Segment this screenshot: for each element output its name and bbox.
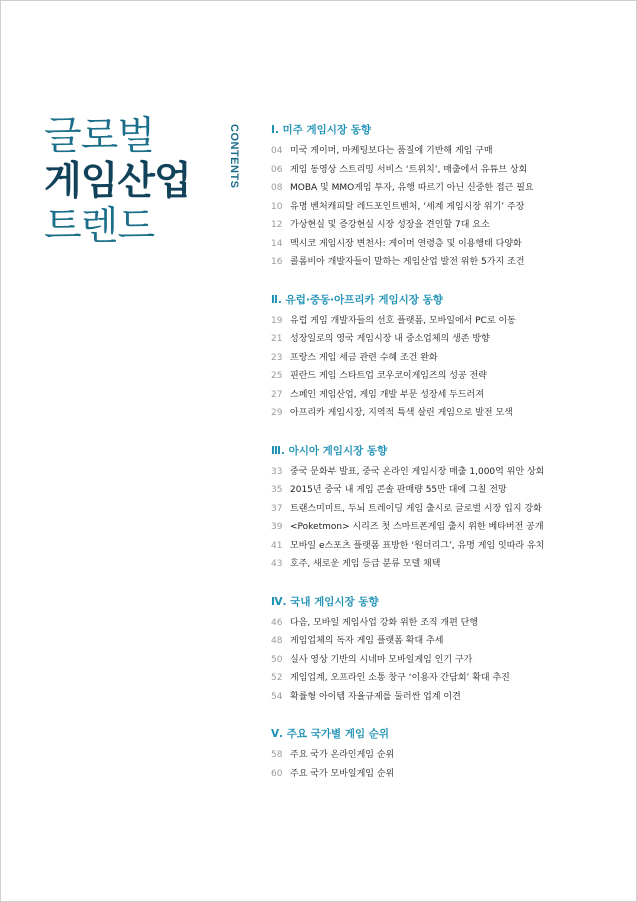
page-number: 29 — [271, 408, 283, 418]
page-number: 14 — [271, 238, 283, 249]
toc-item-title: <Poketmon> 시리즈 첫 스마트폰게임 출시 위한 베타버전 공개 — [290, 522, 544, 532]
toc-item[interactable] — [271, 349, 621, 368]
toc-item[interactable] — [271, 632, 621, 651]
toc-item-title: 콜롬비아 개발자들이 말하는 게임산업 발전 위한 5가지 조건 — [290, 257, 525, 267]
toc-item-title: 스페인 게임산업, 게임 개발 부문 성장세 두드러져 — [290, 389, 484, 400]
page-number: 37 — [271, 503, 283, 514]
page-number: 43 — [271, 559, 283, 569]
toc-item[interactable] — [271, 614, 621, 633]
page-number: 35 — [271, 485, 283, 495]
toc-item-title: 성장일로의 영국 게임시장 내 중소업체의 생존 방향 — [290, 334, 490, 344]
toc-item[interactable] — [271, 518, 621, 537]
toc-section — [271, 443, 621, 574]
toc-item-title: 실사 영상 기반의 시네마 모바일게임 인기 구가 — [290, 654, 473, 665]
toc-item-title: 아프리카 게임시장, 지역적 특색 살린 게임으로 발전 모색 — [290, 408, 513, 418]
title-line-1: 글로벌 — [44, 114, 155, 159]
toc-item-title: 미국 게이머, 마케팅보다는 품질에 기반해 게임 구매 — [290, 146, 493, 156]
page-number: 52 — [271, 673, 283, 683]
toc-item[interactable] — [271, 746, 621, 765]
page-number: 12 — [271, 220, 283, 230]
toc-item[interactable] — [271, 367, 621, 386]
toc-item-title: 게임 동영상 스트리밍 서비스 ‘트위치’, 매출에서 유튜브 상회 — [290, 164, 528, 175]
toc-item-title: 멕시코 게임시장 변천사: 게이머 연령층 및 이용행태 다양화 — [290, 238, 522, 249]
toc-item[interactable] — [271, 688, 621, 707]
section-header[interactable]: Ⅴ. 주요 국가별 게임 순위 — [271, 728, 390, 740]
toc-item[interactable] — [271, 555, 621, 574]
toc-item[interactable] — [271, 216, 621, 235]
toc-item[interactable] — [271, 161, 621, 180]
page-number: 25 — [271, 371, 283, 381]
toc-item-title: 프랑스 게임 세금 관련 수혜 조건 완화 — [290, 352, 438, 363]
toc-item-title: 게임업체의 독자 게임 플랫폼 확대 추세 — [290, 636, 444, 646]
toc-item-title: 게임업계, 오프라인 소통 창구 ‘이용자 간담회’ 확대 추진 — [290, 673, 510, 683]
page-number: 46 — [271, 617, 283, 628]
toc-section — [271, 726, 621, 783]
page-number: 33 — [271, 466, 283, 477]
toc-item[interactable] — [271, 404, 621, 423]
toc-item-title: 주요 국가 모바일게임 순위 — [290, 768, 395, 779]
toc-item-title: 가상현실 및 증강현실 시장 성장을 견인할 7대 요소 — [290, 220, 490, 230]
toc-item[interactable] — [271, 651, 621, 670]
toc-item-title: 주요 국가 온라인게임 순위 — [290, 750, 395, 760]
toc-item[interactable] — [271, 463, 621, 482]
page-number: 16 — [271, 257, 283, 267]
toc-item[interactable] — [271, 253, 621, 272]
section-header[interactable]: Ⅳ. 국내 게임시장 동향 — [271, 595, 379, 608]
toc-item-title: 모바일 e스포츠 플랫폼 표방한 ‘원더리그’, 유명 게임 잇따라 유치 — [290, 540, 545, 551]
title-line-2: 게임산업 — [44, 159, 191, 204]
page-number: 19 — [271, 315, 283, 326]
page-number: 21 — [271, 334, 283, 344]
page-number: 54 — [271, 691, 283, 702]
page-number: 41 — [271, 540, 283, 551]
page-number: 04 — [271, 146, 283, 156]
section-header[interactable]: Ⅱ. 유럽·중동·아프리카 게임시장 동향 — [271, 293, 443, 306]
title-line-3: 트렌드 — [44, 204, 155, 249]
section-header[interactable]: Ⅰ. 미주 게임시장 동향 — [271, 124, 372, 136]
toc-item[interactable] — [271, 235, 621, 254]
toc-item-title: 트랜스미미트, 두뇌 트레이딩 게임 출시로 글로벌 시장 입지 강화 — [290, 503, 542, 514]
toc-item[interactable] — [271, 330, 621, 349]
page-number: 50 — [271, 654, 283, 665]
page-number: 08 — [271, 183, 283, 193]
page-number: 06 — [271, 164, 283, 175]
toc-item[interactable] — [271, 312, 621, 331]
toc-section — [271, 594, 621, 707]
page-number: 60 — [271, 768, 283, 779]
toc-item-title: MOBA 및 MMO게임 투자, 유행 따르기 아닌 신중한 접근 필요 — [290, 183, 534, 193]
report-title — [44, 114, 191, 249]
page-number: 10 — [271, 201, 283, 212]
toc-item[interactable] — [271, 481, 621, 500]
toc-item[interactable] — [271, 500, 621, 519]
page-number: 58 — [271, 750, 283, 760]
page-number: 48 — [271, 636, 283, 646]
toc-item[interactable] — [271, 198, 621, 217]
toc-item[interactable] — [271, 386, 621, 405]
toc-item-title: 유명 벤처캐피탈 레드포인트벤처, ‘세계 게임시장 위기’ 주장 — [290, 201, 525, 212]
section-header[interactable]: Ⅲ. 아시아 게임시장 동향 — [271, 444, 388, 457]
toc-item[interactable] — [271, 179, 621, 198]
page-number: 39 — [271, 522, 283, 532]
toc-item[interactable] — [271, 537, 621, 556]
toc-item-title: 호주, 새로운 게임 등급 분류 모델 채택 — [290, 559, 441, 569]
table-of-contents — [271, 122, 621, 803]
toc-item-title: 확률형 아이템 자율규제를 둘러싼 업계 이견 — [290, 691, 461, 702]
toc-section — [271, 292, 621, 423]
toc-item-title: 유럽 게임 개발자들의 선호 플랫폼, 모바일에서 PC로 이동 — [290, 315, 516, 326]
toc-item-title: 2015년 중국 내 게임 콘솔 판매량 55만 대에 그칠 전망 — [290, 485, 507, 495]
toc-item-title: 다음, 모바일 게임사업 강화 위한 조직 개편 단행 — [290, 617, 479, 628]
toc-item[interactable] — [271, 142, 621, 161]
toc-item[interactable] — [271, 765, 621, 784]
contents-label: CONTENTS — [228, 124, 240, 189]
toc-item[interactable] — [271, 669, 621, 688]
page-number: 27 — [271, 389, 283, 400]
toc-item-title: 핀란드 게임 스타트업 코우코이게임즈의 성공 전략 — [290, 371, 487, 381]
toc-section — [271, 122, 621, 272]
page-number: 23 — [271, 352, 283, 363]
toc-item-title: 중국 문화부 발표, 중국 온라인 게임시장 매출 1,000억 위안 상회 — [290, 466, 545, 477]
